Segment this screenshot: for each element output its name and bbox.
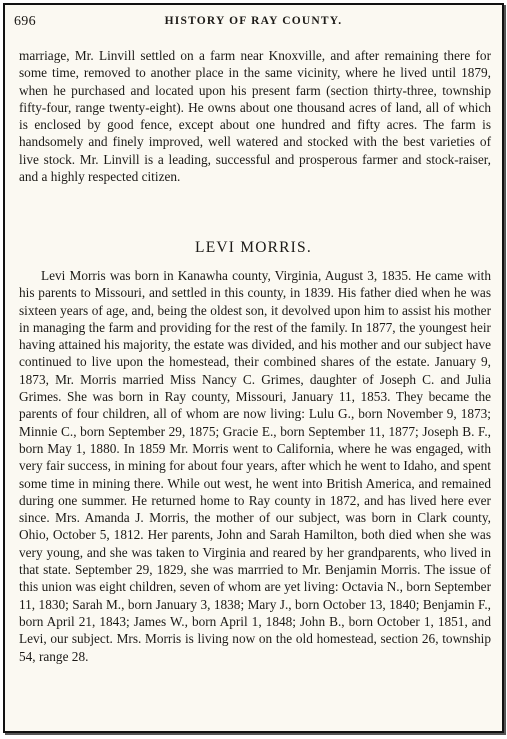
continued-paragraph: marriage, Mr. Linvill settled on a farm near Knoxville, and after remaining there for some time, removed to another place in the same vicinity, where he lived until 1879, when he purchased and located upon his present farm (section thirty-three, township fifty-four, range twenty-eight). He owns about one thousand acres of land, all of which is enclosed by good fence, except about one hundred and fifty acres. The farm is handsomely and finely improved, well watered and stocked with the best varieties of live stock. Mr. Linvill is a leading, successful and prosperous farmer and stock-raiser, and a highly respected citizen. (19, 48, 491, 185)
biography-paragraph: Levi Morris was born in Kanawha county, Virginia, August 3, 1835. He came with his parents to Missouri, and settled in this county, in 1839. His father died when he was sixteen years of age, and, being the oldest son, it devolved upon him to assist his mother in managing the farm and providing for the rest of the family. In 1877, the youngest heir having attained his majority, the estate was divided, and his mother and our subject have continued to live upon the homestead, their combined shares of the estate. January 9, 1873, Mr. Morris married Miss Nancy C. Grimes, daughter of Joseph C. and Julia Grimes. She was born in Ray county, Missouri, January 11, 1853. They became the parents of four children, all of whom are now living: Lulu G., born November 9, 1873; Minnie C., born September 29, 1875; Gracie E., born September 11, 1877; Joseph B. F., born May 1, 1880. In 1859 Mr. Morris went to California, where he was engaged, with very fair success, in mining for about four years, after which he went to Idaho, and spent some time in mining there. While out west, he went into British America, and remained during one summer. He returned home to Ray county in 1872, and has lived here ever since. Mrs. Amanda J. Morris, the mother of our subject, was born in Clark county, Ohio, October 5, 1812. Her parents, John and Sarah Hamilton, both died when she was very young, and she was taken to Virginia and reared by her grandparents, who lived in that state. September 29, 1829, she was marrried to Mr. Benjamin Morris. The issue of this union was eight children, seven of whom are yet living: Octavia N., born September 11, 1830; Sarah M., born January 3, 1838; Mary J., born October 13, 1840; Benjamin F., born April 21, 1843; James W., born April 1, 1848; John B., born October 1, 1851, and Levi, our subject. Mrs. Morris is living now on the old homestead, section 26, township 54, range 28. (19, 268, 491, 664)
running-head: HISTORY OF RAY COUNTY. (164, 15, 343, 27)
page-number: 696 (14, 14, 36, 29)
book-page (3, 3, 504, 733)
page-header (5, 14, 502, 30)
section-title: LEVI MORRIS. (195, 239, 312, 256)
